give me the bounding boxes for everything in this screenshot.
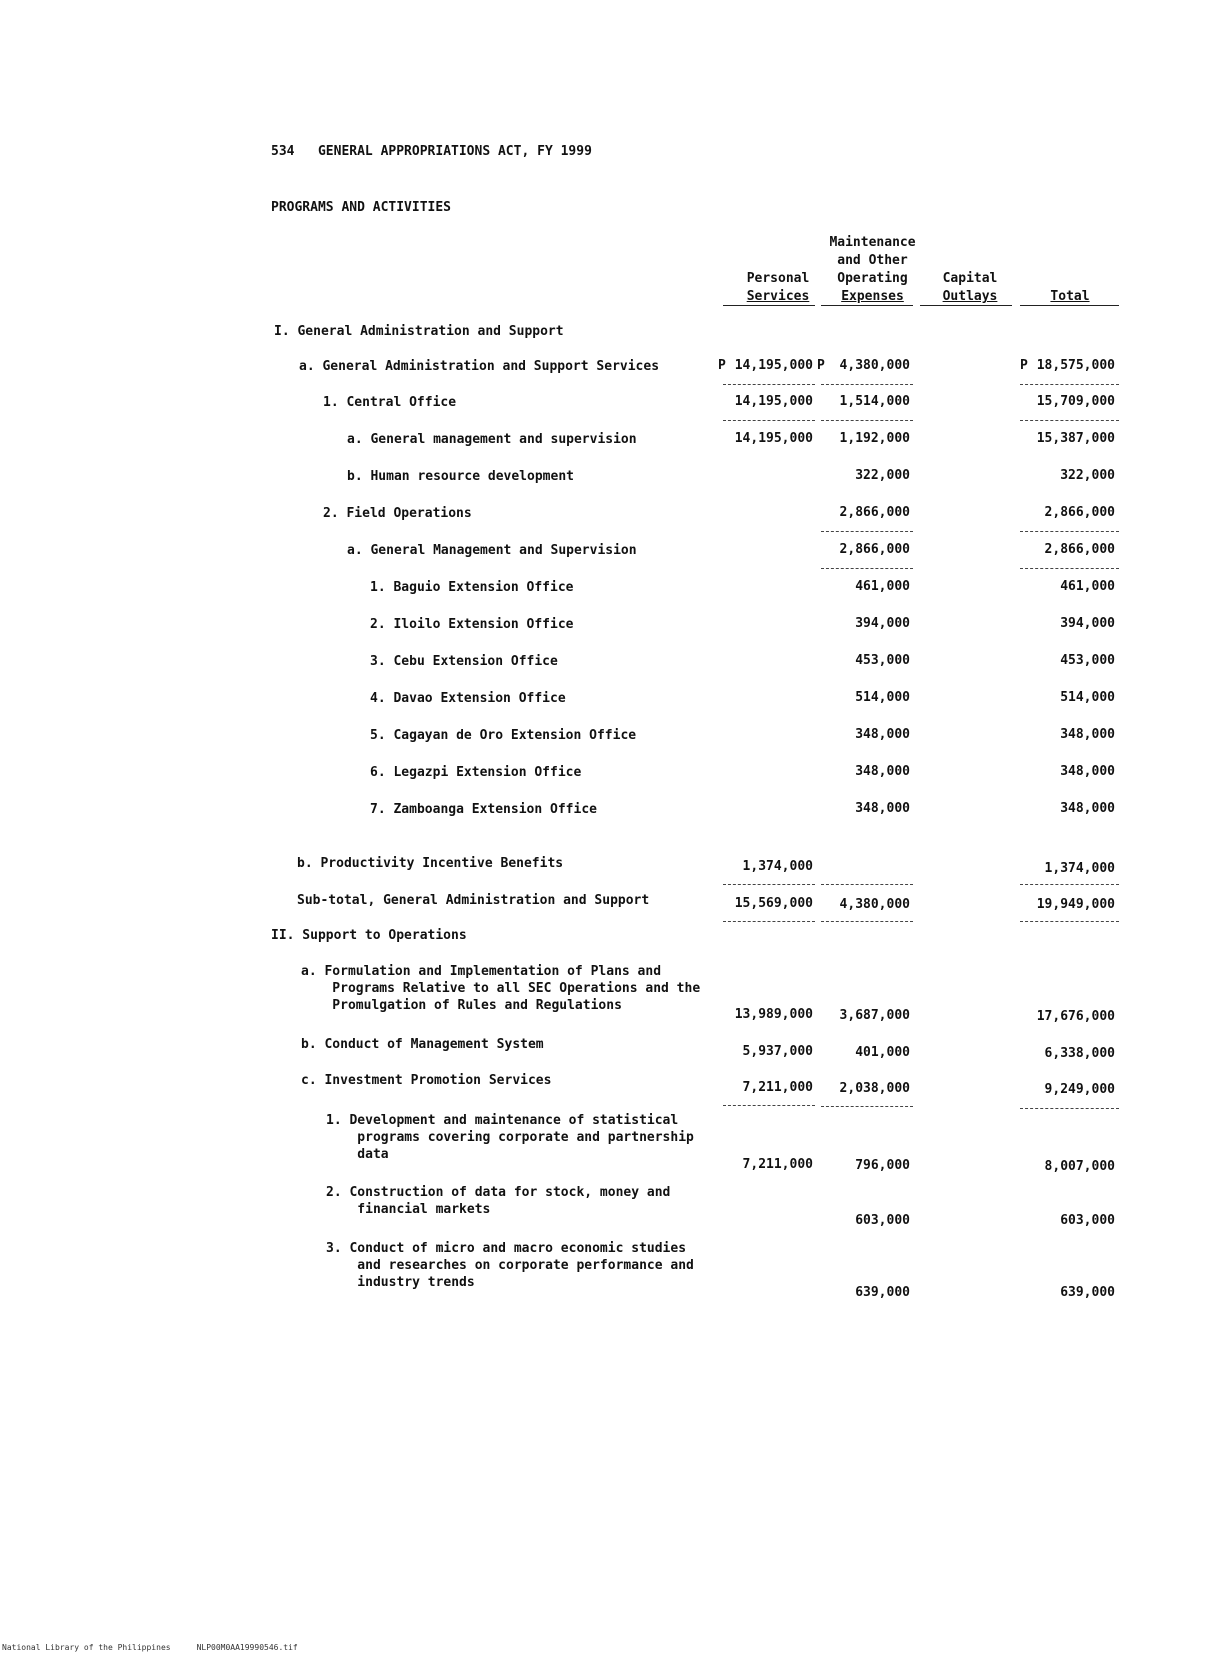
file-name: NLP00M0AA19990546.tif: [196, 1643, 298, 1652]
subtotal-rule: [1020, 921, 1119, 922]
total-value: 461,000: [1060, 579, 1115, 594]
row-label-line: data: [326, 1147, 389, 1162]
row-label: [370, 579, 574, 596]
personal-services-value: 13,989,000: [734, 1007, 813, 1022]
page-number: 534: [271, 144, 295, 159]
currency-symbol: P: [817, 358, 825, 373]
mooe-value: 401,000: [855, 1045, 910, 1060]
row-label: [301, 963, 700, 1014]
subtotal-rule: [723, 921, 815, 922]
total-value: 17,676,000: [1036, 1009, 1115, 1024]
row-label: [297, 892, 649, 909]
column-header-line: Total: [1050, 289, 1090, 304]
row-label: [301, 1072, 551, 1089]
row-label-line: and researches on corporate performance and: [326, 1258, 694, 1273]
total-value: 514,000: [1060, 690, 1115, 705]
row-label-line: programs covering corporate and partnership: [326, 1130, 694, 1145]
row-label: [326, 1112, 694, 1163]
row-label: [271, 927, 467, 944]
row-label-line: 2. Field Operations: [323, 506, 472, 521]
mooe-value: 514,000: [855, 690, 910, 705]
library-credit: National Library of the Philippines: [2, 1643, 171, 1652]
mooe-value: 2,866,000: [839, 542, 910, 557]
row-label-line: financial markets: [326, 1202, 491, 1217]
row-label-line: 1. Central Office: [323, 395, 457, 410]
mooe-value: 3,687,000: [839, 1008, 910, 1023]
subtotal-rule: [723, 1105, 815, 1106]
row-label-line: b. Productivity Incentive Benefits: [297, 856, 564, 871]
subtotal-rule: [821, 884, 913, 885]
row-label-line: 2. Iloilo Extension Office: [370, 617, 574, 632]
total-value: 322,000: [1060, 468, 1115, 483]
row-label: [370, 653, 558, 670]
total-value: 348,000: [1060, 801, 1115, 816]
column-header-line: Services: [746, 289, 810, 304]
mooe-value: 4,380,000: [839, 358, 910, 373]
total-value: 348,000: [1060, 727, 1115, 742]
total-value: 9,249,000: [1044, 1082, 1115, 1097]
mooe-value: 4,380,000: [839, 897, 910, 912]
mooe-value: 348,000: [855, 764, 910, 779]
subtotal-rule: [821, 568, 913, 569]
subtotal-rule: [1020, 384, 1119, 385]
currency-symbol: P: [718, 358, 726, 373]
header-rule: [821, 305, 913, 306]
personal-services-value: 7,211,000: [742, 1157, 813, 1172]
row-label-line: b. Human resource development: [347, 469, 574, 484]
mooe-value: 394,000: [855, 616, 910, 631]
mooe-value: 461,000: [855, 579, 910, 594]
mooe-value: 453,000: [855, 653, 910, 668]
row-label: [326, 1184, 670, 1218]
mooe-value: 796,000: [855, 1158, 910, 1173]
row-label-line: 1. Baguio Extension Office: [370, 580, 574, 595]
mooe-value: 1,192,000: [839, 431, 910, 446]
row-label: [370, 616, 574, 633]
row-label-line: 3. Conduct of micro and macro economic studies: [326, 1241, 687, 1256]
section-heading: PROGRAMS AND ACTIVITIES: [271, 200, 452, 215]
row-label: [326, 1240, 694, 1291]
total-value: 19,949,000: [1036, 897, 1115, 912]
mooe-value: 1,514,000: [839, 394, 910, 409]
total-value: 15,709,000: [1036, 394, 1115, 409]
column-header-mooe: [820, 234, 925, 306]
row-label-line: a. General management and supervision: [347, 432, 637, 447]
row-label: [297, 855, 563, 872]
column-header-capital-outlays: [920, 270, 1020, 306]
header-rule: [1020, 305, 1119, 306]
header-rule: [920, 305, 1012, 306]
total-value: 2,866,000: [1044, 542, 1115, 557]
mooe-value: 639,000: [855, 1285, 910, 1300]
subtotal-rule: [723, 884, 815, 885]
column-header-line: Expenses: [841, 289, 904, 304]
subtotal-rule: [1020, 568, 1119, 569]
page-header: [271, 144, 592, 159]
personal-services-value: 15,569,000: [734, 896, 813, 911]
column-header-line: and Other: [837, 253, 908, 268]
column-header-line: Maintenance: [829, 235, 916, 250]
total-value: 6,338,000: [1044, 1046, 1115, 1061]
row-label-line: Promulgation of Rules and Regulations: [301, 998, 622, 1013]
row-label-line: a. Formulation and Implementation of Plans and: [301, 964, 662, 979]
personal-services-value: 5,937,000: [742, 1044, 813, 1059]
column-header-line: Operating: [837, 271, 908, 286]
row-label-line: I. General Administration and Support: [274, 324, 564, 339]
mooe-value: 348,000: [855, 727, 910, 742]
subtotal-rule: [1020, 531, 1119, 532]
personal-services-value: 14,195,000: [734, 358, 813, 373]
subtotal-rule: [1020, 1108, 1119, 1109]
mooe-value: 322,000: [855, 468, 910, 483]
personal-services-value: 14,195,000: [734, 431, 813, 446]
document-title: GENERAL APPROPRIATIONS ACT, FY 1999: [317, 144, 592, 159]
personal-services-value: 14,195,000: [734, 394, 813, 409]
row-label-line: b. Conduct of Management System: [301, 1037, 544, 1052]
personal-services-value: 1,374,000: [742, 859, 813, 874]
row-label: [301, 1036, 544, 1053]
row-label: [370, 690, 566, 707]
total-value: 8,007,000: [1044, 1159, 1115, 1174]
subtotal-rule: [723, 384, 815, 385]
row-label: [347, 431, 637, 448]
row-label-line: 5. Cagayan de Oro Extension Office: [370, 728, 637, 743]
row-label-line: industry trends: [326, 1275, 475, 1290]
row-label-line: a. General Management and Supervision: [347, 543, 637, 558]
row-label-line: 4. Davao Extension Office: [370, 691, 566, 706]
row-label: [370, 801, 597, 818]
column-header-personal-services: [728, 270, 828, 306]
total-value: 348,000: [1060, 764, 1115, 779]
row-label-line: 3. Cebu Extension Office: [370, 654, 558, 669]
row-label-line: Sub-total, General Administration and Support: [297, 893, 650, 908]
subtotal-rule: [821, 420, 913, 421]
row-label-line: II. Support to Operations: [271, 928, 467, 943]
mooe-value: 2,866,000: [839, 505, 910, 520]
subtotal-rule: [821, 1106, 913, 1107]
currency-symbol: P: [1020, 358, 1028, 373]
column-header-total: [1020, 288, 1120, 306]
total-value: 453,000: [1060, 653, 1115, 668]
mooe-value: 603,000: [855, 1213, 910, 1228]
scan-footer: [2, 1643, 324, 1652]
row-label: [323, 505, 472, 522]
column-header-line: Outlays: [942, 289, 998, 304]
row-label-line: 7. Zamboanga Extension Office: [370, 802, 597, 817]
column-header-line: Capital: [942, 271, 998, 286]
row-label: [347, 542, 637, 559]
header-rule: [723, 305, 815, 306]
row-label: [347, 468, 574, 485]
row-label-line: 6. Legazpi Extension Office: [370, 765, 582, 780]
total-value: 394,000: [1060, 616, 1115, 631]
row-label-line: c. Investment Promotion Services: [301, 1073, 552, 1088]
subtotal-rule: [1020, 884, 1119, 885]
subtotal-rule: [821, 384, 913, 385]
column-header-line: Personal: [746, 271, 810, 286]
total-value: 18,575,000: [1036, 358, 1115, 373]
mooe-value: 348,000: [855, 801, 910, 816]
row-label-line: Programs Relative to all SEC Operations and the: [301, 981, 701, 996]
row-label: [274, 323, 564, 340]
subtotal-rule: [1020, 420, 1119, 421]
subtotal-rule: [723, 420, 815, 421]
total-value: 639,000: [1060, 1285, 1115, 1300]
personal-services-value: 7,211,000: [742, 1080, 813, 1095]
total-value: 15,387,000: [1036, 431, 1115, 446]
total-value: 1,374,000: [1044, 861, 1115, 876]
total-value: 603,000: [1060, 1213, 1115, 1228]
row-label: [299, 358, 659, 375]
row-label: [370, 764, 581, 781]
row-label-line: 2. Construction of data for stock, money and: [326, 1185, 671, 1200]
row-label-line: 1. Development and maintenance of statistical: [326, 1113, 679, 1128]
mooe-value: 2,038,000: [839, 1081, 910, 1096]
subtotal-rule: [821, 921, 913, 922]
row-label-line: a. General Administration and Support Services: [299, 359, 660, 374]
subtotal-rule: [821, 531, 913, 532]
row-label: [370, 727, 636, 744]
row-label: [323, 394, 456, 411]
total-value: 2,866,000: [1044, 505, 1115, 520]
